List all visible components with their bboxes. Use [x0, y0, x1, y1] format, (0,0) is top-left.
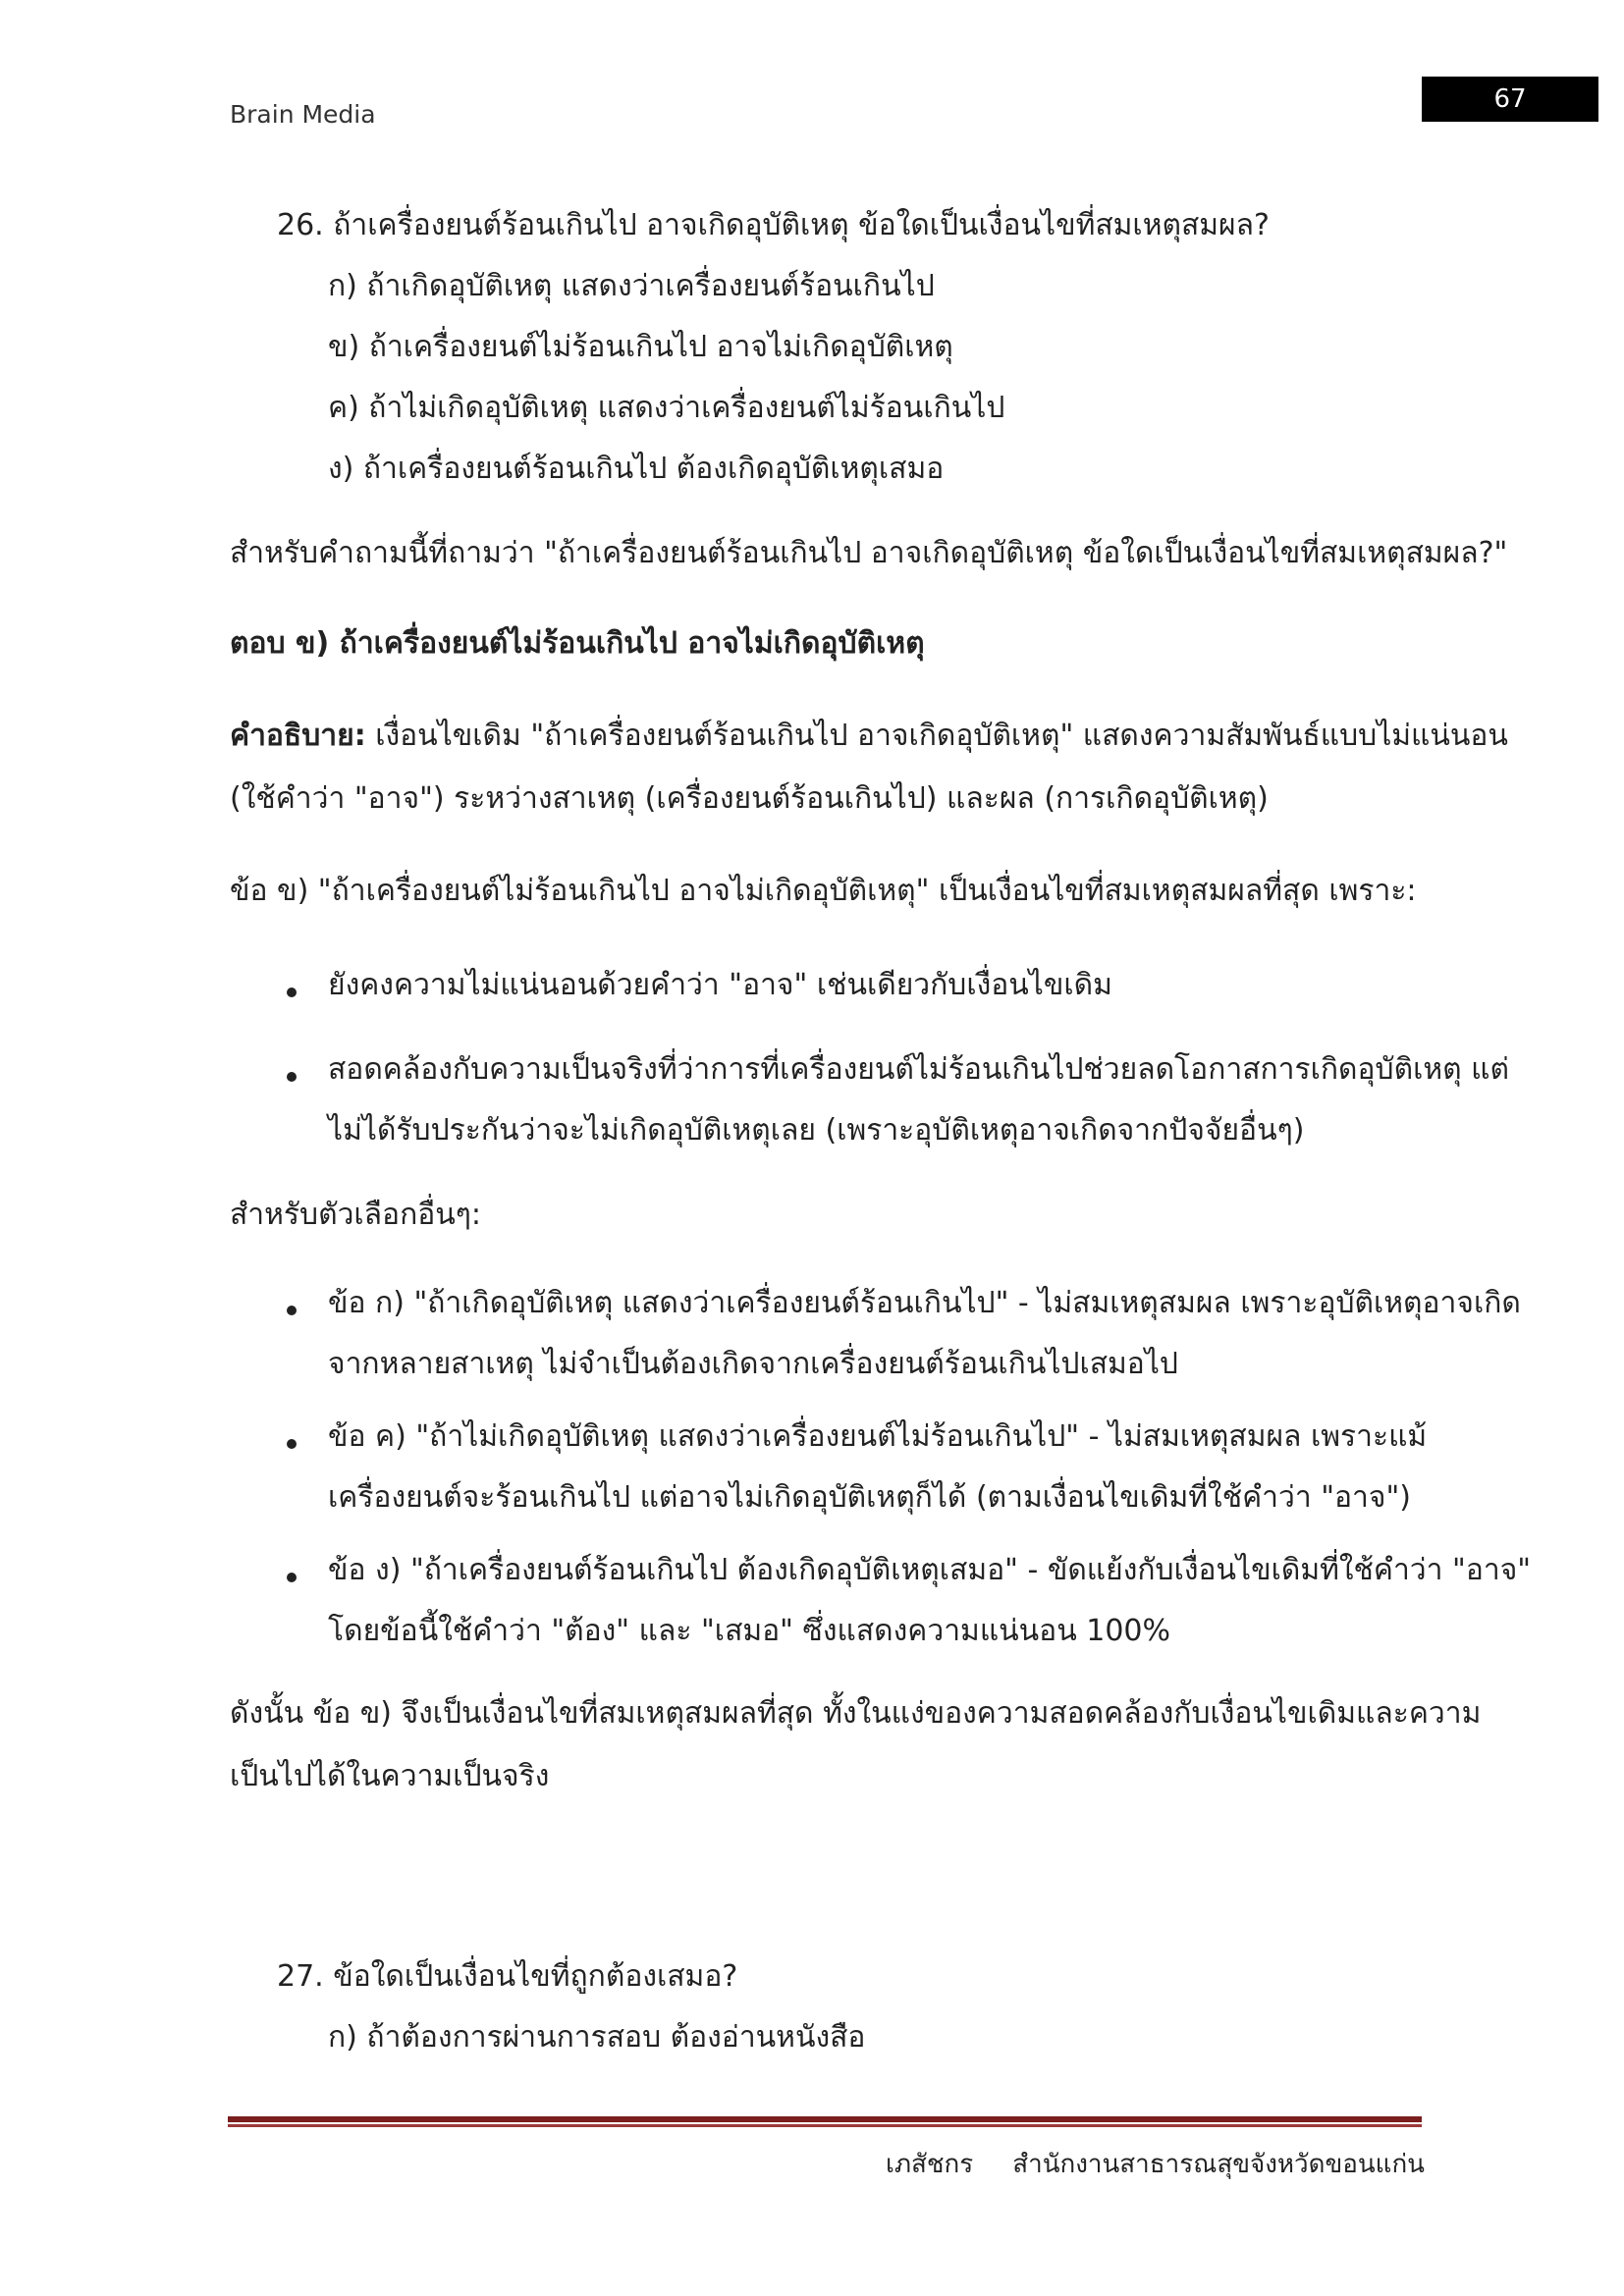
q26-option-d: ง) ถ้าเครื่องยนต์ร้อนเกินไป ต้องเกิดอุบัติเหตุเสมอ: [328, 452, 945, 486]
q26-conclusion-line-2: เป็นไปได้ในความเป็นจริง: [230, 1759, 550, 1793]
q26-other-d-line-1: ข้อ ง) "ถ้าเครื่องยนต์ร้อนเกินไป ต้องเกิดอุบัติเหตุเสมอ" - ขัดแย้งกับเงื่อนไขเดิมที่ใช้คำว่า "อาจ": [328, 1553, 1532, 1587]
footer-org-full: สำนักงานสาธารณสุขจังหวัดขอนแก่น: [1012, 2150, 1425, 2179]
explanation-text-1: เงื่อนไขเดิม "ถ้าเครื่องยนต์ร้อนเกินไป อาจเกิดอุบัติเหตุ" แสดงความสัมพันธ์แบบไม่แน่นอน: [375, 719, 1508, 753]
q26-explanation-line-2: (ใช้คำว่า "อาจ") ระหว่างสาเหตุ (เครื่องยนต์ร้อนเกินไป) และผล (การเกิดอุบัติเหตุ): [230, 781, 1269, 816]
q26-others-intro: สำหรับตัวเลือกอื่นๆ:: [230, 1198, 481, 1232]
q26-option-a: ก) ถ้าเกิดอุบัติเหตุ แสดงว่าเครื่องยนต์ร้อนเกินไป: [328, 269, 935, 303]
q26-option-c: ค) ถ้าไม่เกิดอุบัติเหตุ แสดงว่าเครื่องยนต์ไม่ร้อนเกินไป: [328, 391, 1005, 425]
bullet-dot: [287, 1306, 297, 1315]
explanation-label: คำอธิบาย:: [230, 719, 366, 753]
footer-rule-secondary: [228, 2124, 1422, 2127]
q26-reason-2-line-2: ไม่ได้รับประกันว่าจะไม่เกิดอุบัติเหตุเลย (เพราะอุบัติเหตุอาจเกิดจากปัจจัยอื่นๆ): [328, 1113, 1305, 1148]
q26-other-a-line-2: จากหลายสาเหตุ ไม่จำเป็นต้องเกิดจากเครื่องยนต์ร้อนเกินไปเสมอไป: [328, 1347, 1178, 1381]
question-26: 26. ถ้าเครื่องยนต์ร้อนเกินไป อาจเกิดอุบัติเหตุ ข้อใดเป็นเงื่อนไขที่สมเหตุสมผล?: [277, 208, 1270, 242]
q26-reason-intro: ข้อ ข) "ถ้าเครื่องยนต์ไม่ร้อนเกินไป อาจไม่เกิดอุบัติเหตุ" เป็นเงื่อนไขที่สมเหตุสมผลที่สุด เพราะ:: [230, 874, 1417, 908]
q26-reason-2-line-1: สอดคล้องกับความเป็นจริงที่ว่าการที่เครื่องยนต์ไม่ร้อนเกินไปช่วยลดโอกาสการเกิดอุบัติเหตุ แต่: [328, 1052, 1509, 1087]
bullet-dot: [287, 1439, 297, 1449]
page-number: 67: [1422, 77, 1598, 122]
question-27: 27. ข้อใดเป็นเงื่อนไขที่ถูกต้องเสมอ?: [277, 1959, 738, 1994]
bullet-dot: [287, 1072, 297, 1082]
q26-other-d-line-2: โดยข้อนี้ใช้คำว่า "ต้อง" และ "เสมอ" ซึ่งแสดงความแน่นอน 100%: [328, 1614, 1171, 1648]
q26-reason-1-line-1: ยังคงความไม่แน่นอนด้วยคำว่า "อาจ" เช่นเดียวกับเงื่อนไขเดิม: [328, 968, 1112, 1002]
footer-org-short: เภสัชกร: [886, 2150, 974, 2179]
footer-rule: [228, 2116, 1422, 2122]
bullet-dot: [287, 1573, 297, 1582]
bullet-dot: [287, 988, 297, 997]
q26-other-a-line-1: ข้อ ก) "ถ้าเกิดอุบัติเหตุ แสดงว่าเครื่องยนต์ร้อนเกินไป" - ไม่สมเหตุสมผล เพราะอุบัติเหตุอาจเกิด: [328, 1286, 1521, 1320]
q26-other-c-line-1: ข้อ ค) "ถ้าไม่เกิดอุบัติเหตุ แสดงว่าเครื่องยนต์ไม่ร้อนเกินไป" - ไม่สมเหตุสมผล เพราะแม้: [328, 1419, 1428, 1454]
header-brand: Brain Media: [230, 100, 376, 129]
q26-explanation-line-1: [230, 713, 1508, 759]
q26-answer: ตอบ ข) ถ้าเครื่องยนต์ไม่ร้อนเกินไป อาจไม่เกิดอุบัติเหตุ: [230, 626, 925, 661]
q26-conclusion-line-1: ดังนั้น ข้อ ข) จึงเป็นเงื่อนไขที่สมเหตุสมผลที่สุด ทั้งในแง่ของความสอดคล้องกับเงื่อนไขเดิมและความ: [230, 1696, 1482, 1731]
q26-option-b: ข) ถ้าเครื่องยนต์ไม่ร้อนเกินไป อาจไม่เกิดอุบัติเหตุ: [328, 330, 953, 364]
q26-other-c-line-2: เครื่องยนต์จะร้อนเกินไป แต่อาจไม่เกิดอุบัติเหตุก็ได้ (ตามเงื่อนไขเดิมที่ใช้คำว่า "อาจ"): [328, 1480, 1411, 1515]
q27-option-a: ก) ถ้าต้องการผ่านการสอบ ต้องอ่านหนังสือ: [328, 2020, 866, 2055]
q26-intro: สำหรับคำถามนี้ที่ถามว่า "ถ้าเครื่องยนต์ร้อนเกินไป อาจเกิดอุบัติเหตุ ข้อใดเป็นเงื่อนไขที่สมเหตุสมผล?": [230, 536, 1508, 570]
footer: [886, 2144, 1425, 2184]
